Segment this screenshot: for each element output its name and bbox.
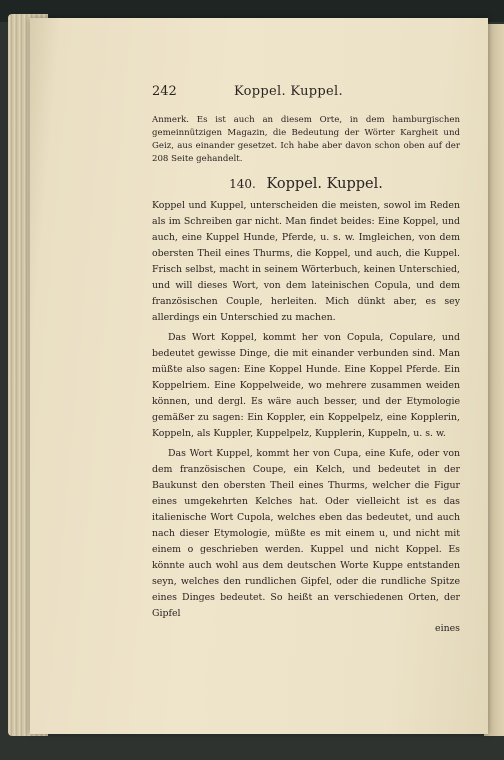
paragraph-kuppel: Das Wort Kuppel, kommt her von Cupa, eine Kufe, oder von dem französischen Coupe, ein Kelch, und bedeutet in der Baukunst den obersten Theil eines Thurms, welcher die Figur eines umgekehrten Kelches hat. Oder vielleicht ist es das italienische Wort Cupola, welches eben das bedeutet, und auch nach dieser Etymologie, müßte es mit einem u, und nicht mit einem o geschrieben werden. Kuppel und nicht Koppel. Es könnte auch wohl aus dem deutschen Worte Kuppe entstanden seyn, welches den rundlichen Gipfel, oder die rundliche Spitze eines Dinges bedeutet. So heißt an verschiedenen Orten, der Gipfel: [152, 448, 460, 619]
page-content: [152, 84, 460, 636]
running-head: [152, 84, 460, 106]
section-number: 140.: [229, 177, 256, 191]
running-title: Koppel. Kuppel.: [234, 84, 343, 99]
catchword: eines: [435, 623, 460, 634]
page-number: 242: [152, 84, 177, 99]
paragraph-koppel: Das Wort Koppel, kommt her von Copula, Copulare, und bedeutet gewisse Dinge, die mit einander verbunden sind. Man müßte also sagen: Eine Koppel Hunde. Eine Koppel Pferde. Ein Koppelriem. Eine Koppelweide, wo mehrere zusammen weiden können, und dergl. Es wäre auch besser, und der Etymologie gemäßer zu sagen: Ein Koppler, ein Koppelpelz, eine Kopplerin, Koppeln, als Kuppler, Kuppelpelz, Kupplerin, Kuppeln, u. s. w.: [152, 332, 460, 439]
section-title: Koppel. Kuppel.: [266, 176, 383, 192]
section-heading: [152, 176, 460, 192]
footnote-remark: Anmerk. Es ist auch an diesem Orte, in dem hamburgischen gemeinnützigen Magazin, die Bedeutung der Wörter Kargheit und Geiz, aus einander gesetzet. Ich habe aber davon schon oben auf der 208 Seite gehandelt.: [152, 115, 460, 164]
paragraph-intro: Koppel und Kuppel, unterscheiden die meisten, sowol im Reden als im Schreiben gar nicht. Man findet beides: Eine Koppel, und auch, eine Kuppel Hunde, Pferde, u. s. w. Imgleichen, von dem obersten Theil eines Thurms, die Koppel, und auch, die Kuppel. Frisch selbst, macht in seinem Wörterbuch, keinen Unterschied, und will dieses Wort, von dem lateinischen Copula, und dem französischen Couple, herleiten. Mich dünkt aber, es sey allerdings ein Unterschied zu machen.: [152, 200, 460, 323]
